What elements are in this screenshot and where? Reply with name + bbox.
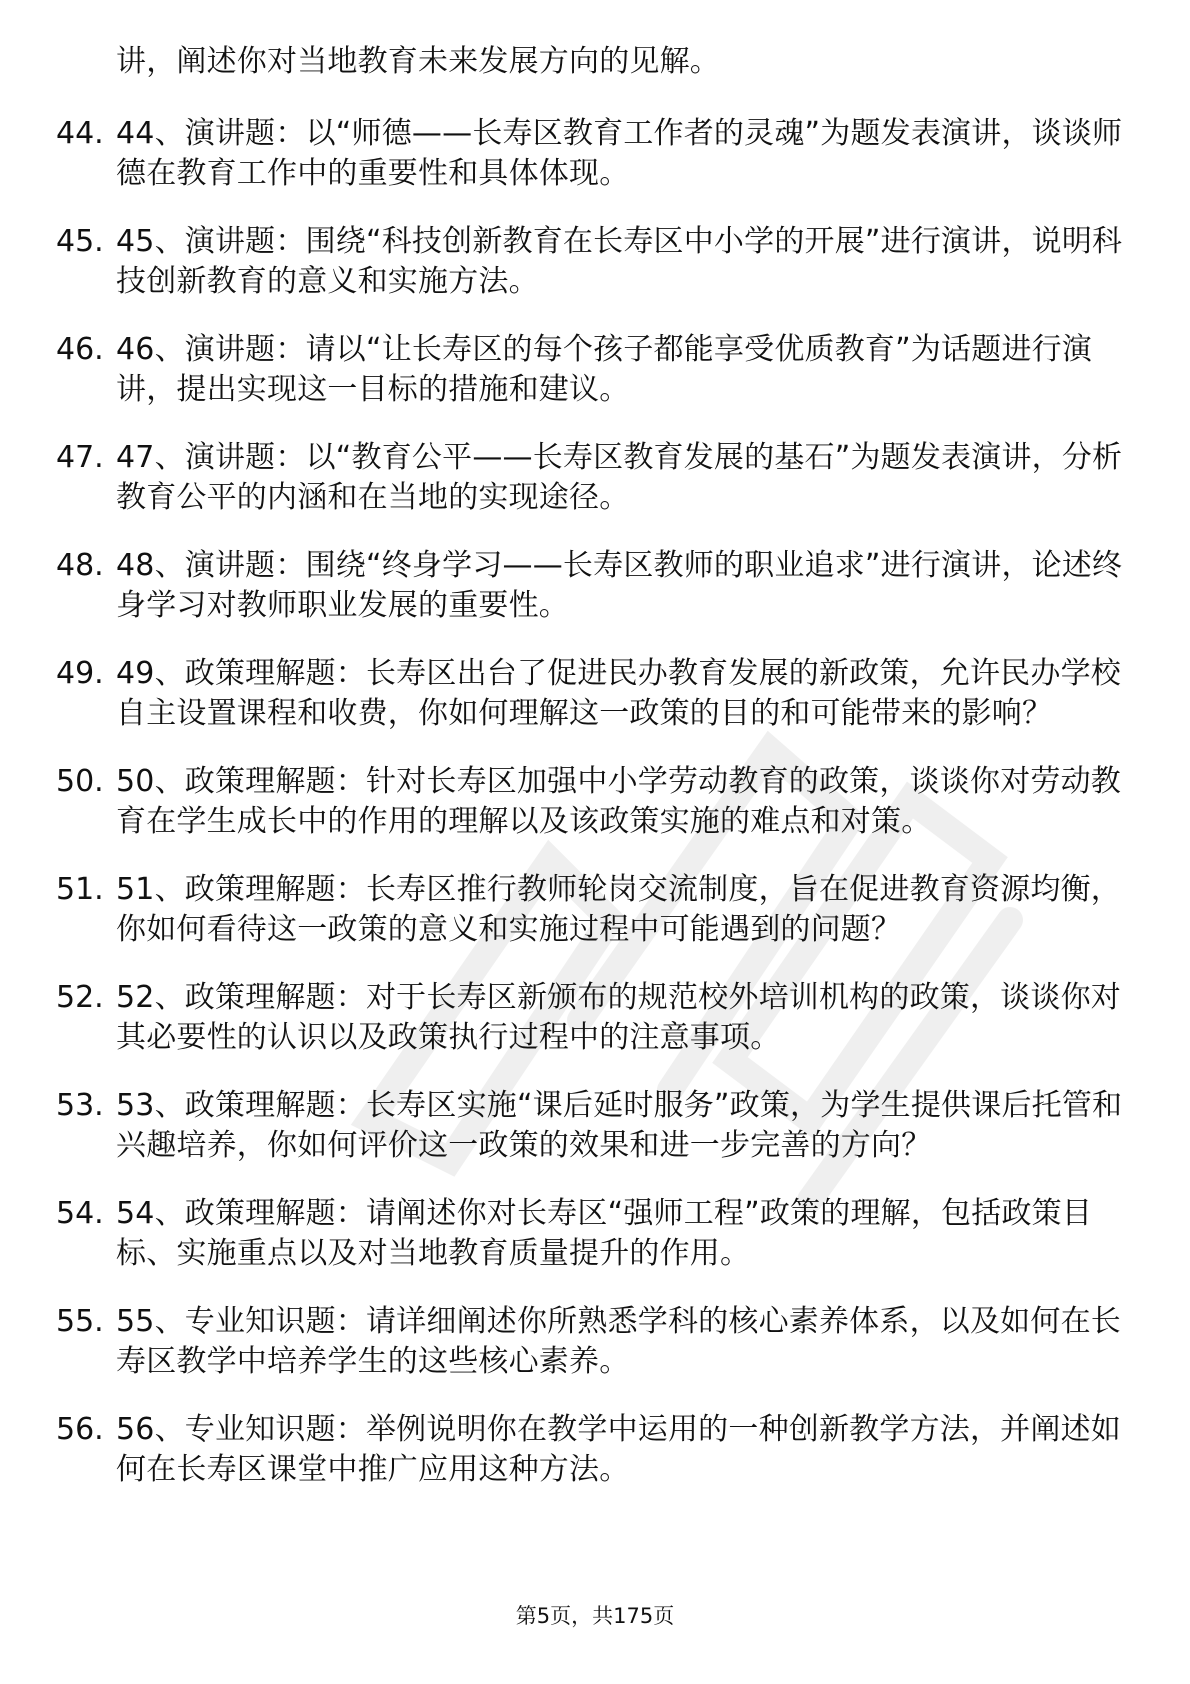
question-text: 52、政策理解题：对于长寿区新颁布的规范校外培训机构的政策，谈谈你对其必要性的认识以及政策执行过程中的注意事项。 <box>116 980 1121 1055</box>
list-number: 46. <box>56 332 104 367</box>
list-item <box>56 870 1126 950</box>
list-item <box>56 978 1126 1058</box>
question-text: 44、演讲题：以“师德——长寿区教育工作者的灵魂”为题发表演讲，谈谈师德在教育工作中的重要性和具体体现。 <box>116 116 1123 191</box>
list-item <box>56 546 1126 626</box>
question-text: 49、政策理解题：长寿区出台了促进民办教育发展的新政策，允许民办学校自主设置课程和收费，你如何理解这一政策的目的和可能带来的影响？ <box>116 656 1121 731</box>
list-item <box>56 1410 1126 1490</box>
question-list <box>56 42 1126 1518</box>
question-text: 50、政策理解题：针对长寿区加强中小学劳动教育的政策，谈谈你对劳动教育在学生成长中的作用的理解以及该政策实施的难点和对策。 <box>116 764 1121 839</box>
list-item <box>56 762 1126 842</box>
list-item <box>56 114 1126 194</box>
list-item <box>56 1302 1126 1382</box>
list-item <box>56 222 1126 302</box>
list-number: 47. <box>56 440 104 475</box>
continuation-text: 讲，阐述你对当地教育未来发展方向的见解。 <box>116 44 720 79</box>
list-number: 54. <box>56 1196 104 1231</box>
list-number: 55. <box>56 1304 104 1339</box>
list-item-continuation <box>56 42 1126 82</box>
question-text: 46、演讲题：请以“让长寿区的每个孩子都能享受优质教育”为话题进行演讲，提出实现这一目标的措施和建议。 <box>116 332 1093 407</box>
list-number: 45. <box>56 224 104 259</box>
question-text: 55、专业知识题：请详细阐述你所熟悉学科的核心素养体系，以及如何在长寿区教学中培养学生的这些核心素养。 <box>116 1304 1121 1379</box>
list-number: 52. <box>56 980 104 1015</box>
list-item <box>56 1194 1126 1274</box>
list-number: 49. <box>56 656 104 691</box>
question-text: 47、演讲题：以“教育公平——长寿区教育发展的基石”为题发表演讲，分析教育公平的内涵和在当地的实现途径。 <box>116 440 1123 515</box>
list-number: 56. <box>56 1412 104 1447</box>
list-number: 48. <box>56 548 104 583</box>
list-number: 53. <box>56 1088 104 1123</box>
list-number: 51. <box>56 872 104 907</box>
list-item <box>56 1086 1126 1166</box>
list-number: 50. <box>56 764 104 799</box>
list-item <box>56 330 1126 410</box>
question-text: 54、政策理解题：请阐述你对长寿区“强师工程”政策的理解，包括政策目标、实施重点以及对当地教育质量提升的作用。 <box>116 1196 1093 1271</box>
question-text: 45、演讲题：围绕“科技创新教育在长寿区中小学的开展”进行演讲，说明科技创新教育的意义和实施方法。 <box>116 224 1123 299</box>
question-text: 48、演讲题：围绕“终身学习——长寿区教师的职业追求”进行演讲，论述终身学习对教师职业发展的重要性。 <box>116 548 1123 623</box>
list-number: 44. <box>56 116 104 151</box>
question-text: 56、专业知识题：举例说明你在教学中运用的一种创新教学方法，并阐述如何在长寿区课堂中推广应用这种方法。 <box>116 1412 1121 1487</box>
question-text: 51、政策理解题：长寿区推行教师轮岗交流制度，旨在促进教育资源均衡，你如何看待这一政策的意义和实施过程中可能遇到的问题？ <box>116 872 1121 947</box>
page-footer: 第5页，共175页 <box>515 1604 675 1628</box>
list-item <box>56 438 1126 518</box>
question-text: 53、政策理解题：长寿区实施“课后延时服务”政策，为学生提供课后托管和兴趣培养，你如何评价这一政策的效果和进一步完善的方向？ <box>116 1088 1123 1163</box>
list-item <box>56 654 1126 734</box>
